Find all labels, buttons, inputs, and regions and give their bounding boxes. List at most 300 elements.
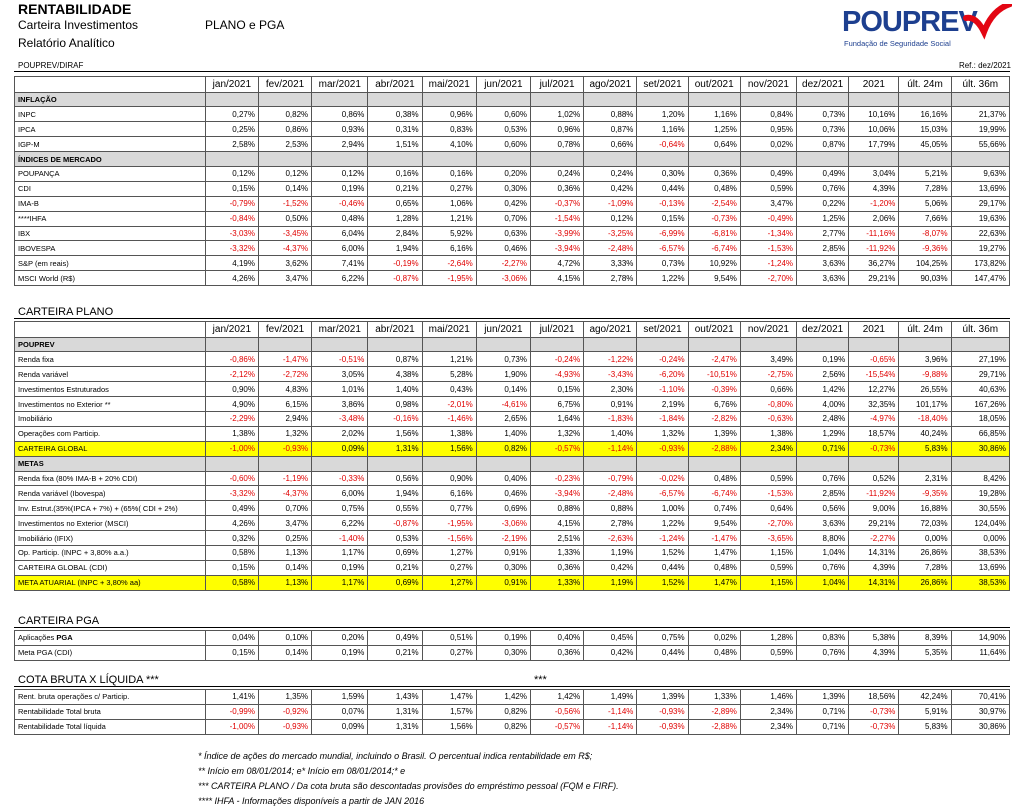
- value-cell: 1,52%: [637, 575, 688, 590]
- value-cell: 5,38%: [849, 631, 899, 646]
- table-row: [15, 441, 1010, 456]
- value-cell: 0,76%: [797, 471, 849, 486]
- value-cell: 4,39%: [849, 560, 899, 575]
- group-cell: [637, 337, 688, 352]
- value-cell: 30,97%: [951, 704, 1009, 719]
- value-cell: 6,16%: [422, 486, 476, 501]
- value-cell: 1,02%: [531, 107, 584, 122]
- value-cell: -1,56%: [422, 531, 476, 546]
- group-cell: [422, 456, 476, 471]
- value-cell: 1,21%: [422, 211, 476, 226]
- value-cell: 2,58%: [205, 137, 258, 152]
- value-cell: 0,45%: [584, 631, 637, 646]
- value-cell: -3,94%: [531, 486, 584, 501]
- group-cell: [368, 456, 422, 471]
- value-cell: 0,71%: [797, 441, 849, 456]
- value-cell: 1,49%: [584, 690, 637, 705]
- value-cell: 12,27%: [849, 382, 899, 397]
- group-cell: [688, 337, 740, 352]
- value-cell: 4,15%: [531, 516, 584, 531]
- column-header: dez/2021: [797, 77, 849, 93]
- value-cell: 0,16%: [422, 166, 476, 181]
- table-row: [15, 196, 1010, 211]
- value-cell: 0,82%: [476, 704, 530, 719]
- value-cell: 0,82%: [476, 719, 530, 734]
- value-cell: 0,43%: [422, 382, 476, 397]
- value-cell: 0,83%: [797, 631, 849, 646]
- cota-bruta-liquida-table: [14, 689, 1010, 735]
- value-cell: -2,89%: [688, 704, 740, 719]
- row-label-text: Imobiliário: [18, 414, 53, 424]
- value-cell: 2,85%: [797, 486, 849, 501]
- value-cell: 0,44%: [637, 560, 688, 575]
- value-cell: 4,90%: [205, 397, 258, 412]
- value-cell: 3,47%: [258, 271, 311, 286]
- column-header: set/2021: [637, 77, 688, 93]
- value-cell: 0,12%: [312, 166, 368, 181]
- section-title-cota-bruta: COTA BRUTA X LÍQUIDA *** ***: [14, 674, 1010, 687]
- value-cell: -1,47%: [688, 531, 740, 546]
- table-row: [15, 690, 1010, 705]
- row-label: [15, 137, 206, 152]
- value-cell: -15,54%: [849, 367, 899, 382]
- row-label: [15, 645, 206, 660]
- value-cell: 1,13%: [258, 575, 311, 590]
- value-cell: -10,51%: [688, 367, 740, 382]
- column-header: nov/2021: [740, 77, 796, 93]
- value-cell: 4,38%: [368, 367, 422, 382]
- value-cell: 40,24%: [899, 426, 951, 441]
- table-row: [15, 645, 1010, 660]
- value-cell: -0,79%: [584, 471, 637, 486]
- row-label-text: CDI: [18, 184, 31, 194]
- value-cell: -3,94%: [531, 241, 584, 256]
- column-header: últ. 24m: [899, 77, 951, 93]
- value-cell: 0,53%: [368, 531, 422, 546]
- value-cell: 0,14%: [476, 382, 530, 397]
- value-cell: 4,26%: [205, 271, 258, 286]
- value-cell: -3,45%: [258, 226, 311, 241]
- value-cell: 0,42%: [584, 560, 637, 575]
- row-label-text: Inv. Estrut.(35%(IPCA + 7%) + (65%( CDI + 2%): [18, 503, 178, 513]
- value-cell: -0,24%: [637, 352, 688, 367]
- row-label-text: S&P (em reais): [18, 258, 69, 268]
- row-label-text: Operações com Particip.: [18, 429, 101, 439]
- column-header: últ. 24m: [899, 322, 951, 338]
- value-cell: -6,74%: [688, 486, 740, 501]
- value-cell: 0,82%: [476, 441, 530, 456]
- group-cell: [531, 152, 584, 167]
- value-cell: 0,20%: [476, 166, 530, 181]
- value-cell: 13,69%: [951, 181, 1009, 196]
- value-cell: 0,73%: [476, 352, 530, 367]
- value-cell: -0,73%: [688, 211, 740, 226]
- value-cell: 18,57%: [849, 426, 899, 441]
- row-label-text: POUPANÇA: [18, 169, 60, 179]
- column-header: jul/2021: [531, 77, 584, 93]
- value-cell: 1,40%: [476, 426, 530, 441]
- row-label-text: MSCI World (R$): [18, 273, 75, 283]
- value-cell: -3,03%: [205, 226, 258, 241]
- value-cell: -2,01%: [422, 397, 476, 412]
- value-cell: -1,10%: [637, 382, 688, 397]
- value-cell: 1,56%: [422, 719, 476, 734]
- value-cell: -1,20%: [849, 196, 899, 211]
- value-cell: -1,40%: [312, 531, 368, 546]
- group-label: POUPREV: [15, 337, 206, 352]
- value-cell: 36,27%: [849, 256, 899, 271]
- value-cell: 0,15%: [637, 211, 688, 226]
- value-cell: 0,71%: [797, 704, 849, 719]
- value-cell: 1,31%: [368, 704, 422, 719]
- group-cell: [637, 456, 688, 471]
- value-cell: 2,65%: [476, 411, 530, 426]
- value-cell: -0,60%: [205, 471, 258, 486]
- value-cell: -2,27%: [849, 531, 899, 546]
- value-cell: 30,55%: [951, 501, 1009, 516]
- report-plan: PLANO e PGA: [205, 18, 285, 32]
- value-cell: 1,41%: [205, 690, 258, 705]
- value-cell: -2,27%: [476, 256, 530, 271]
- value-cell: 1,17%: [312, 575, 368, 590]
- value-cell: 1,31%: [368, 719, 422, 734]
- value-cell: 6,22%: [312, 271, 368, 286]
- value-cell: 0,21%: [368, 560, 422, 575]
- value-cell: 21,37%: [951, 107, 1009, 122]
- value-cell: 90,03%: [899, 271, 951, 286]
- group-label: METAS: [15, 456, 206, 471]
- value-cell: 0,21%: [368, 645, 422, 660]
- value-cell: 9,63%: [951, 166, 1009, 181]
- value-cell: 1,15%: [740, 545, 796, 560]
- value-cell: -0,13%: [637, 196, 688, 211]
- value-cell: 0,73%: [797, 107, 849, 122]
- value-cell: -0,56%: [531, 704, 584, 719]
- value-cell: 0,49%: [205, 501, 258, 516]
- value-cell: 5,21%: [899, 166, 951, 181]
- value-cell: 13,69%: [951, 560, 1009, 575]
- column-header: ago/2021: [584, 322, 637, 338]
- row-label-text: Rentabilidade Total líquida: [18, 722, 106, 732]
- value-cell: 2,85%: [797, 241, 849, 256]
- value-cell: 6,16%: [422, 241, 476, 256]
- value-cell: 27,19%: [951, 352, 1009, 367]
- value-cell: 26,86%: [899, 545, 951, 560]
- value-cell: 0,19%: [476, 631, 530, 646]
- value-cell: 1,57%: [422, 704, 476, 719]
- value-cell: 1,52%: [637, 545, 688, 560]
- footnote: * Índice de ações do mercado mundial, incluindo o Brasil. O percentual indica rentabilidade em R$;: [198, 751, 593, 761]
- value-cell: 3,04%: [849, 166, 899, 181]
- section-title-mid-mark: ***: [534, 674, 547, 686]
- value-cell: 4,15%: [531, 271, 584, 286]
- value-cell: -1,00%: [205, 719, 258, 734]
- value-cell: -0,65%: [849, 352, 899, 367]
- value-cell: 0,52%: [849, 471, 899, 486]
- value-cell: -0,16%: [368, 411, 422, 426]
- value-cell: 0,88%: [584, 501, 637, 516]
- value-cell: 0,53%: [476, 122, 530, 137]
- value-cell: 2,56%: [797, 367, 849, 382]
- value-cell: 0,78%: [531, 137, 584, 152]
- report-title: RENTABILIDADE: [18, 1, 132, 17]
- value-cell: 4,39%: [849, 645, 899, 660]
- row-label-text: Renda variável (Ibovespa): [18, 488, 106, 498]
- value-cell: -0,80%: [740, 397, 796, 412]
- column-header: mar/2021: [312, 77, 368, 93]
- group-cell: [368, 152, 422, 167]
- row-label: [15, 271, 206, 286]
- value-cell: 2,51%: [531, 531, 584, 546]
- value-cell: 1,38%: [422, 426, 476, 441]
- value-cell: 1,25%: [797, 211, 849, 226]
- row-label: [15, 560, 206, 575]
- group-cell: [584, 92, 637, 107]
- value-cell: -3,65%: [740, 531, 796, 546]
- value-cell: 1,35%: [258, 690, 311, 705]
- table-row: [15, 545, 1010, 560]
- value-cell: 0,49%: [740, 166, 796, 181]
- value-cell: 0,12%: [258, 166, 311, 181]
- value-cell: 0,88%: [531, 501, 584, 516]
- value-cell: 29,21%: [849, 516, 899, 531]
- value-cell: 1,39%: [688, 426, 740, 441]
- value-cell: -1,84%: [637, 411, 688, 426]
- value-cell: 0,40%: [476, 471, 530, 486]
- value-cell: 1,19%: [584, 575, 637, 590]
- group-cell: [797, 152, 849, 167]
- value-cell: 4,00%: [797, 397, 849, 412]
- group-cell: [205, 456, 258, 471]
- value-cell: 4,26%: [205, 516, 258, 531]
- value-cell: 5,83%: [899, 719, 951, 734]
- value-cell: -0,73%: [849, 719, 899, 734]
- value-cell: 17,79%: [849, 137, 899, 152]
- value-cell: -0,51%: [312, 352, 368, 367]
- value-cell: 1,19%: [584, 545, 637, 560]
- value-cell: 0,66%: [740, 382, 796, 397]
- row-label-text: IPCA: [18, 124, 36, 134]
- value-cell: 1,25%: [688, 122, 740, 137]
- value-cell: -0,86%: [205, 352, 258, 367]
- value-cell: -9,88%: [899, 367, 951, 382]
- value-cell: -1,24%: [637, 531, 688, 546]
- value-cell: 104,25%: [899, 256, 951, 271]
- value-cell: -11,92%: [849, 241, 899, 256]
- value-cell: 0,75%: [637, 631, 688, 646]
- value-cell: 0,87%: [797, 137, 849, 152]
- value-cell: 1,33%: [531, 545, 584, 560]
- value-cell: 3,47%: [258, 516, 311, 531]
- table-row: [15, 181, 1010, 196]
- value-cell: 0,24%: [531, 166, 584, 181]
- value-cell: -3,32%: [205, 241, 258, 256]
- value-cell: -0,84%: [205, 211, 258, 226]
- header-divider: [14, 71, 1010, 72]
- value-cell: -0,57%: [531, 441, 584, 456]
- checkmark-icon: [962, 4, 1012, 46]
- group-cell: [951, 337, 1009, 352]
- value-cell: 1,56%: [368, 426, 422, 441]
- value-cell: 19,27%: [951, 241, 1009, 256]
- row-label-text: Op. Particip. (INPC + 3,80% a.a.): [18, 548, 129, 558]
- column-header: últ. 36m: [951, 322, 1009, 338]
- value-cell: 0,44%: [637, 181, 688, 196]
- value-cell: 10,16%: [849, 107, 899, 122]
- value-cell: 4,19%: [205, 256, 258, 271]
- value-cell: 0,96%: [422, 107, 476, 122]
- value-cell: 0,90%: [205, 382, 258, 397]
- value-cell: 0,90%: [422, 471, 476, 486]
- group-cell: [637, 92, 688, 107]
- value-cell: -0,93%: [637, 704, 688, 719]
- value-cell: 0,07%: [312, 704, 368, 719]
- group-cell: [312, 152, 368, 167]
- value-cell: 4,83%: [258, 382, 311, 397]
- value-cell: -3,99%: [531, 226, 584, 241]
- value-cell: 8,39%: [899, 631, 951, 646]
- value-cell: 0,95%: [740, 122, 796, 137]
- section-title-carteira-pga: CARTEIRA PGA: [14, 615, 1010, 628]
- value-cell: -2,47%: [688, 352, 740, 367]
- group-cell: [849, 456, 899, 471]
- row-label-text: IBX: [18, 228, 31, 238]
- value-cell: 3,47%: [740, 196, 796, 211]
- value-cell: 0,82%: [258, 107, 311, 122]
- value-cell: 1,27%: [422, 575, 476, 590]
- value-cell: 1,06%: [422, 196, 476, 211]
- value-cell: 1,17%: [312, 545, 368, 560]
- value-cell: 0,25%: [205, 122, 258, 137]
- value-cell: -1,95%: [422, 516, 476, 531]
- group-label: ÍNDICES DE MERCADO: [15, 152, 206, 167]
- value-cell: 55,66%: [951, 137, 1009, 152]
- group-cell: [312, 92, 368, 107]
- value-cell: 2,78%: [584, 271, 637, 286]
- value-cell: 0,58%: [205, 575, 258, 590]
- value-cell: -0,93%: [637, 719, 688, 734]
- value-cell: -3,25%: [584, 226, 637, 241]
- value-cell: 1,31%: [368, 441, 422, 456]
- group-cell: [205, 92, 258, 107]
- value-cell: -6,20%: [637, 367, 688, 382]
- value-cell: 0,56%: [368, 471, 422, 486]
- group-cell: [740, 337, 796, 352]
- value-cell: 0,04%: [205, 631, 258, 646]
- table-row: [15, 166, 1010, 181]
- value-cell: 30,86%: [951, 441, 1009, 456]
- value-cell: -2,70%: [740, 516, 796, 531]
- value-cell: -0,99%: [205, 704, 258, 719]
- value-cell: 1,56%: [422, 441, 476, 456]
- row-label-text: Investimentos no Exterior **: [18, 399, 111, 409]
- value-cell: 167,26%: [951, 397, 1009, 412]
- value-cell: 1,15%: [740, 575, 796, 590]
- value-cell: 0,46%: [476, 241, 530, 256]
- table-row: [15, 531, 1010, 546]
- value-cell: -2,88%: [688, 719, 740, 734]
- carteira-pga-table: [14, 630, 1010, 661]
- value-cell: 1,59%: [312, 690, 368, 705]
- value-cell: 0,30%: [637, 166, 688, 181]
- value-cell: 1,94%: [368, 486, 422, 501]
- group-cell: [422, 337, 476, 352]
- value-cell: 26,86%: [899, 575, 951, 590]
- value-cell: -11,16%: [849, 226, 899, 241]
- value-cell: 1,47%: [422, 690, 476, 705]
- value-cell: 7,28%: [899, 181, 951, 196]
- column-header: últ. 36m: [951, 77, 1009, 93]
- value-cell: 2,34%: [740, 704, 796, 719]
- group-cell: [476, 92, 530, 107]
- value-cell: 3,33%: [584, 256, 637, 271]
- value-cell: 2,19%: [637, 397, 688, 412]
- group-cell: [422, 92, 476, 107]
- value-cell: 124,04%: [951, 516, 1009, 531]
- row-label: [15, 382, 206, 397]
- value-cell: 1,38%: [205, 426, 258, 441]
- table-row: [15, 122, 1010, 137]
- row-label-text: Meta PGA (CDI): [18, 648, 73, 658]
- value-cell: 0,09%: [312, 719, 368, 734]
- group-cell: [899, 337, 951, 352]
- group-cell: [797, 456, 849, 471]
- table-row: [15, 352, 1010, 367]
- value-cell: 0,27%: [205, 107, 258, 122]
- value-cell: 0,66%: [584, 137, 637, 152]
- value-cell: 0,19%: [312, 560, 368, 575]
- value-cell: 1,47%: [688, 575, 740, 590]
- value-cell: 1,40%: [584, 426, 637, 441]
- group-cell: [849, 92, 899, 107]
- header-blank: [15, 77, 206, 93]
- value-cell: -6,57%: [637, 241, 688, 256]
- value-cell: 0,42%: [584, 645, 637, 660]
- column-header: fev/2021: [258, 322, 311, 338]
- row-label: [15, 631, 206, 646]
- value-cell: 16,16%: [899, 107, 951, 122]
- value-cell: -3,43%: [584, 367, 637, 382]
- value-cell: 0,51%: [422, 631, 476, 646]
- group-cell: [797, 92, 849, 107]
- value-cell: 0,65%: [368, 196, 422, 211]
- row-label-text: Rentabilidade Total bruta: [18, 707, 101, 717]
- column-header: nov/2021: [740, 322, 796, 338]
- value-cell: -0,57%: [531, 719, 584, 734]
- reference-date: Ref.: dez/2021: [958, 61, 1011, 70]
- value-cell: 2,34%: [740, 719, 796, 734]
- value-cell: 0,88%: [584, 107, 637, 122]
- row-label-text: INPC: [18, 109, 36, 119]
- table-row: [15, 397, 1010, 412]
- value-cell: 0,56%: [797, 501, 849, 516]
- group-cell: [899, 152, 951, 167]
- value-cell: 1,21%: [422, 352, 476, 367]
- value-cell: 0,30%: [476, 181, 530, 196]
- value-cell: 1,32%: [637, 426, 688, 441]
- row-label: [15, 367, 206, 382]
- value-cell: -4,37%: [258, 486, 311, 501]
- value-cell: 6,00%: [312, 486, 368, 501]
- group-cell: [258, 456, 311, 471]
- value-cell: 38,53%: [951, 575, 1009, 590]
- group-cell: [951, 152, 1009, 167]
- value-cell: 32,35%: [849, 397, 899, 412]
- value-cell: 0,25%: [258, 531, 311, 546]
- value-cell: 3,63%: [797, 516, 849, 531]
- value-cell: 0,86%: [312, 107, 368, 122]
- value-cell: 1,39%: [797, 690, 849, 705]
